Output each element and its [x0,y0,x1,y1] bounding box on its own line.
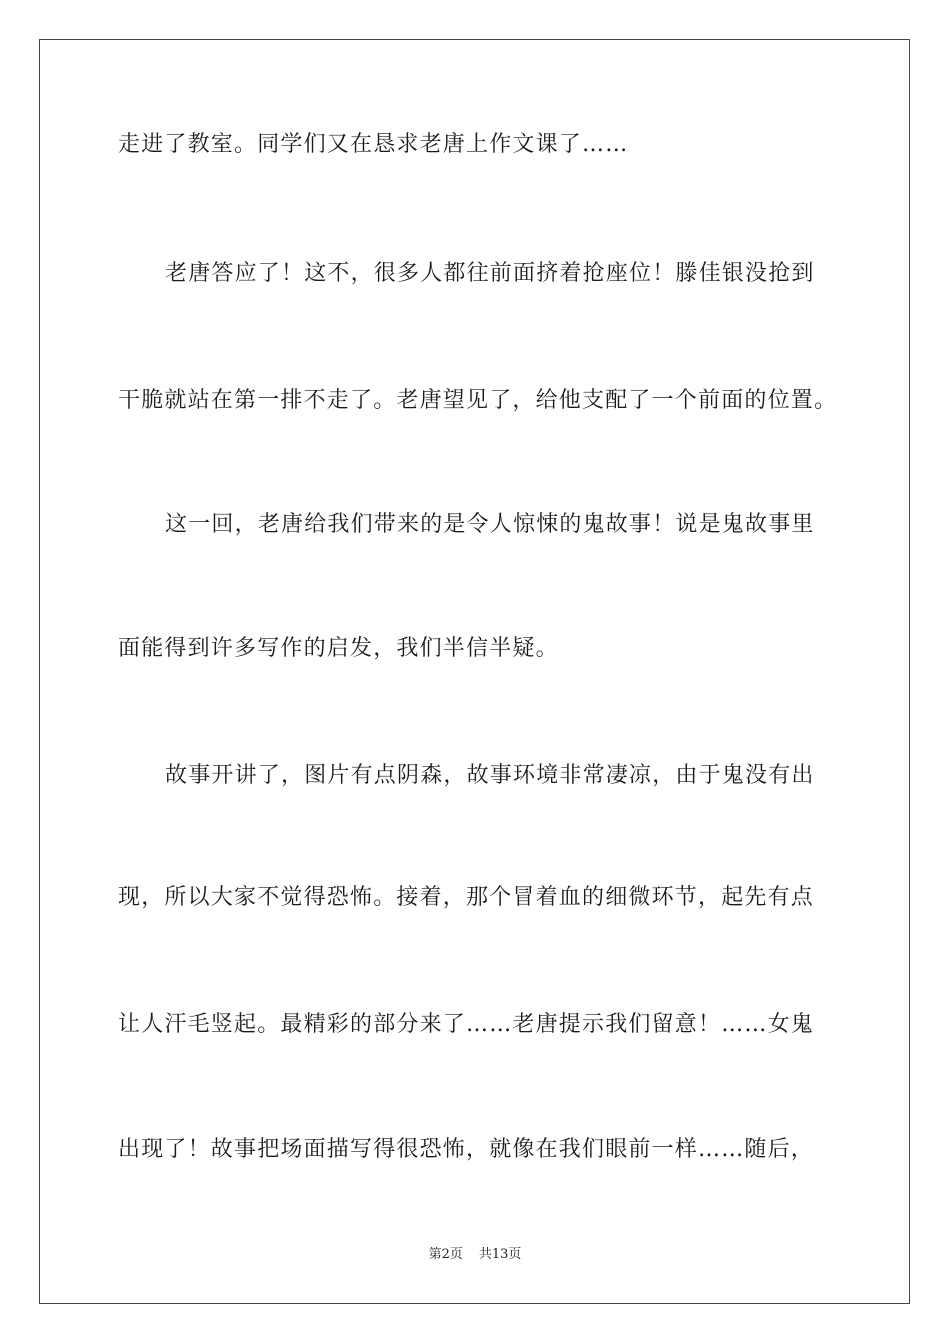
text-line-8: 让人汗毛竖起。最精彩的部分来了……老唐提示我们留意！……女鬼 [118,1012,815,1037]
text-line-9: 出现了！故事把场面描写得很恐怖，就像在我们眼前一样……随后， [118,1137,815,1162]
text-line-5: 面能得到许多写作的启发，我们半信半疑。 [118,636,559,661]
text-line-4: 这一回，老唐给我们带来的是令人惊悚的鬼故事！说是鬼故事里 [165,512,815,537]
text-line-3: 干脆就站在第一排不走了。老唐望见了，给他支配了一个前面的位置。 [118,388,838,413]
text-line-7: 现，所以大家不觉得恐怖。接着，那个冒着血的细微环节，起先有点 [118,885,815,910]
page-border [39,39,910,1304]
text-line-6: 故事开讲了，图片有点阴森，故事环境非常凄凉，由于鬼没有出 [165,763,815,788]
page-number: 第2页 [428,1247,463,1262]
page-total: 共13页 [478,1247,522,1262]
text-line-2: 老唐答应了！这不，很多人都往前面挤着抢座位！滕佳银没抢到 [165,261,815,286]
page-footer [0,1245,950,1265]
text-line-1: 走进了教室。同学们又在恳求老唐上作文课了…… [118,132,629,157]
